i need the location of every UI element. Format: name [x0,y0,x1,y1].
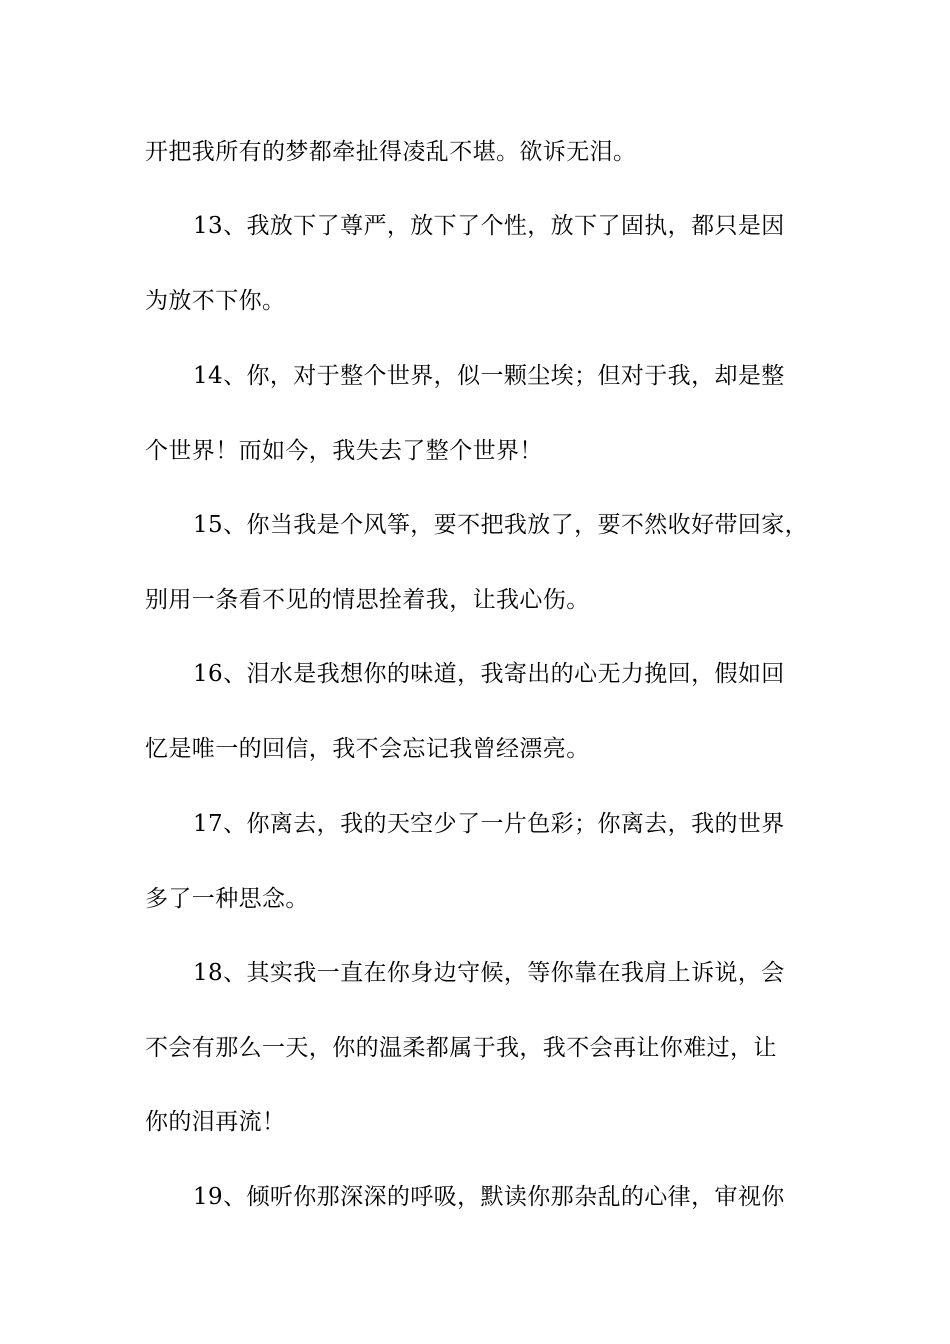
text-line: 15、你当我是个风筝，要不把我放了，要不然收好带回家， [193,512,809,538]
text-line: 多了一种思念。 [145,886,309,912]
text-line: 个世界！而如今，我失去了整个世界！ [145,438,543,464]
text-line: 16、泪水是我想你的味道，我寄出的心无力挽回，假如回 [193,661,785,687]
text-line: 开把我所有的梦都牵扯得凌乱不堪。欲诉无泪。 [145,139,637,165]
text-line: 忆是唯一的回信，我不会忘记我曾经漂亮。 [145,736,590,762]
text-line: 17、你离去，我的天空少了一片色彩；你离去，我的世界 [193,811,785,837]
text-line: 别用一条看不见的情思拴着我，让我心伤。 [145,587,590,613]
text-line: 18、其实我一直在你身边守候，等你靠在我肩上诉说，会 [193,960,785,986]
text-line: 为放不下你。 [145,288,286,314]
text-line: 14、你，对于整个世界，似一颗尘埃；但对于我，却是整 [193,363,785,389]
text-line: 19、倾听你那深深的呼吸，默读你那杂乱的心律，审视你 [193,1184,785,1210]
text-line: 你的泪再流！ [145,1109,286,1135]
text-line: 13、我放下了尊严，放下了个性，放下了固执，都只是因 [193,213,785,239]
text-line: 不会有那么一天，你的温柔都属于我，我不会再让你难过，让 [145,1035,777,1061]
